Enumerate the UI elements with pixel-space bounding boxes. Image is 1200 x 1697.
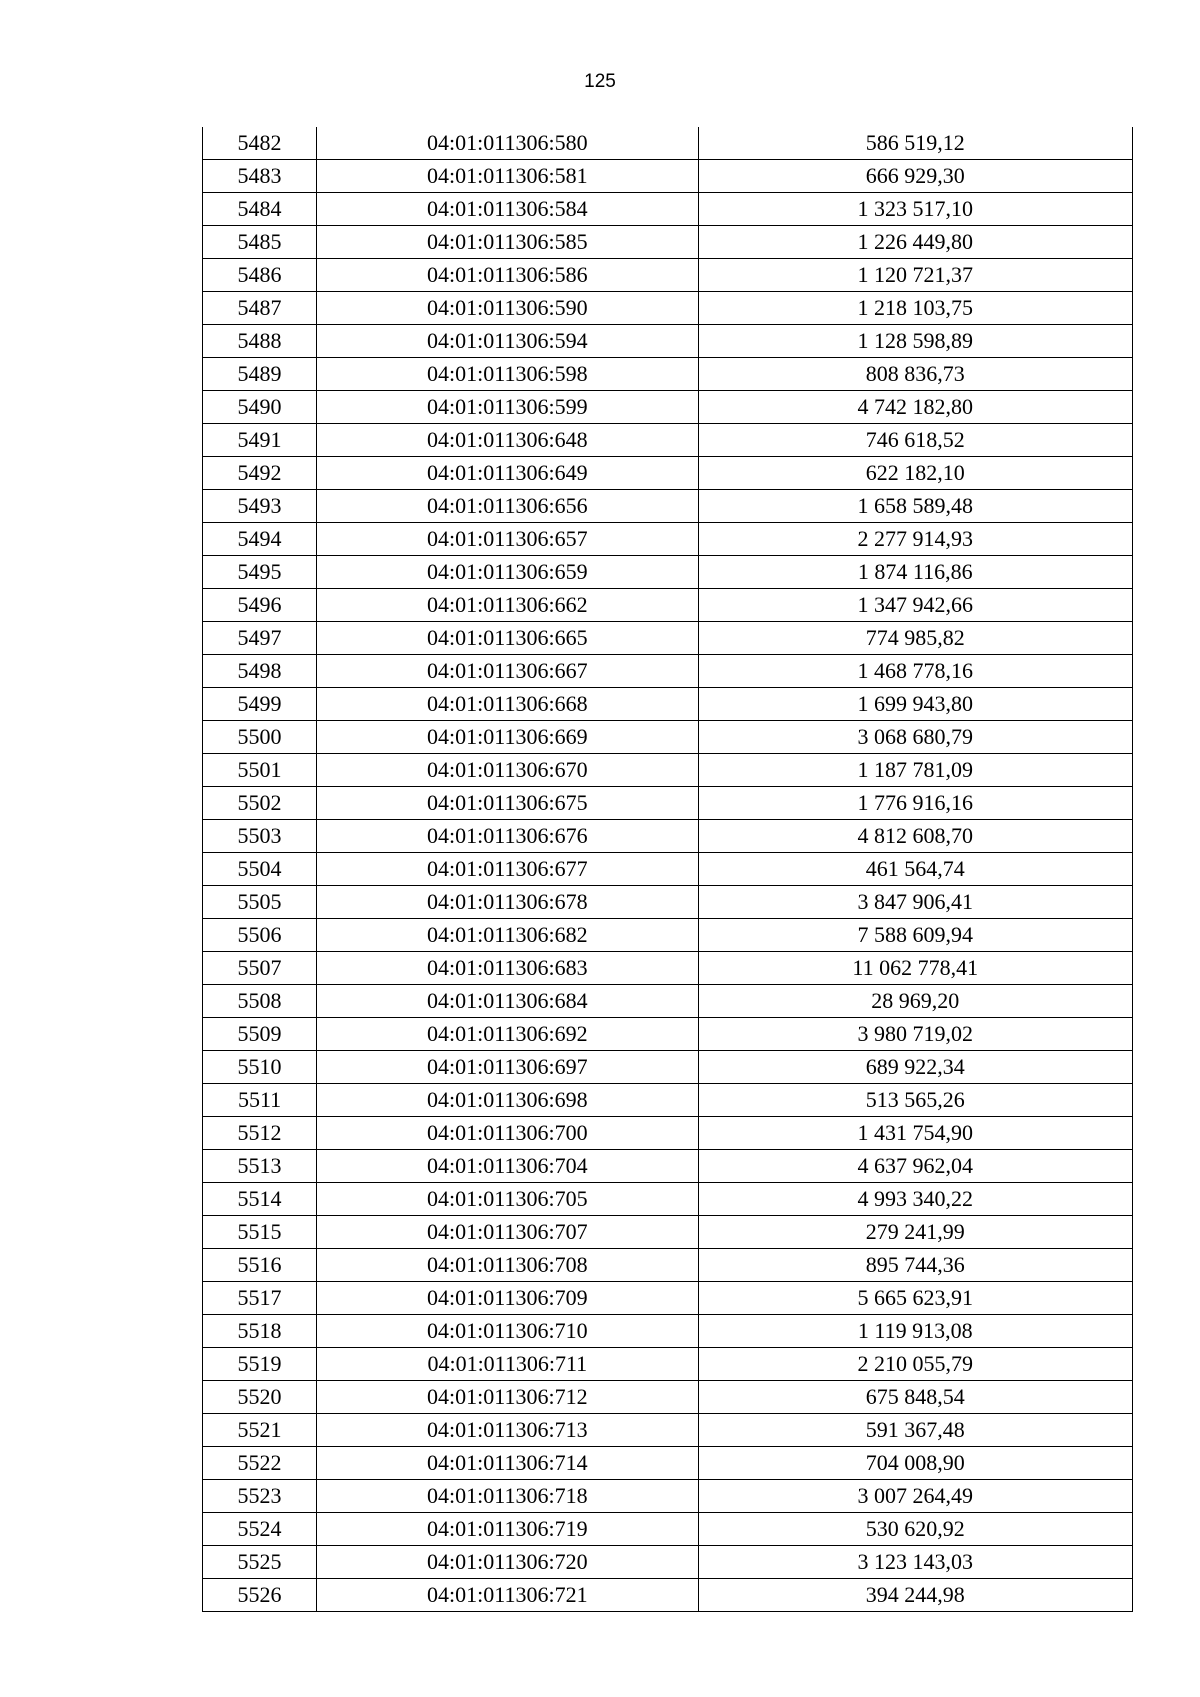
row-number-cell: 5495 <box>203 556 317 589</box>
table-row <box>203 1447 1133 1480</box>
cadastral-number-cell: 04:01:011306:657 <box>317 523 698 556</box>
row-number-cell: 5510 <box>203 1051 317 1084</box>
cadastral-value-cell: 3 007 264,49 <box>698 1480 1132 1513</box>
row-number-cell: 5508 <box>203 985 317 1018</box>
cadastral-value-cell: 1 776 916,16 <box>698 787 1132 820</box>
cadastral-value-cell: 895 744,36 <box>698 1249 1132 1282</box>
cadastral-number-cell: 04:01:011306:705 <box>317 1183 698 1216</box>
cadastral-number-cell: 04:01:011306:682 <box>317 919 698 952</box>
cadastral-value-cell: 1 128 598,89 <box>698 325 1132 358</box>
cadastral-number-cell: 04:01:011306:700 <box>317 1117 698 1150</box>
cadastral-number-cell: 04:01:011306:594 <box>317 325 698 358</box>
row-number-cell: 5524 <box>203 1513 317 1546</box>
cadastral-number-cell: 04:01:011306:711 <box>317 1348 698 1381</box>
table-row <box>203 1414 1133 1447</box>
row-number-cell: 5490 <box>203 391 317 424</box>
cadastral-number-cell: 04:01:011306:704 <box>317 1150 698 1183</box>
cadastral-number-cell: 04:01:011306:677 <box>317 853 698 886</box>
cadastral-number-cell: 04:01:011306:712 <box>317 1381 698 1414</box>
cadastral-number-cell: 04:01:011306:713 <box>317 1414 698 1447</box>
row-number-cell: 5525 <box>203 1546 317 1579</box>
row-number-cell: 5486 <box>203 259 317 292</box>
row-number-cell: 5516 <box>203 1249 317 1282</box>
cadastral-value-cell: 3 980 719,02 <box>698 1018 1132 1051</box>
table-row <box>203 1348 1133 1381</box>
cadastral-value-cell: 1 226 449,80 <box>698 226 1132 259</box>
table-row <box>203 1282 1133 1315</box>
cadastral-number-cell: 04:01:011306:649 <box>317 457 698 490</box>
row-number-cell: 5489 <box>203 358 317 391</box>
row-number-cell: 5522 <box>203 1447 317 1480</box>
table-row <box>203 523 1133 556</box>
cadastral-value-cell: 689 922,34 <box>698 1051 1132 1084</box>
cadastral-value-cell: 7 588 609,94 <box>698 919 1132 952</box>
cadastral-number-cell: 04:01:011306:662 <box>317 589 698 622</box>
table-row <box>203 424 1133 457</box>
row-number-cell: 5505 <box>203 886 317 919</box>
cadastral-number-cell: 04:01:011306:648 <box>317 424 698 457</box>
table-row <box>203 589 1133 622</box>
row-number-cell: 5488 <box>203 325 317 358</box>
cadastral-value-cell: 1 347 942,66 <box>698 589 1132 622</box>
cadastral-number-cell: 04:01:011306:659 <box>317 556 698 589</box>
cadastral-value-cell: 3 068 680,79 <box>698 721 1132 754</box>
table-row <box>203 292 1133 325</box>
row-number-cell: 5500 <box>203 721 317 754</box>
table-row <box>203 820 1133 853</box>
cadastral-number-cell: 04:01:011306:585 <box>317 226 698 259</box>
cadastral-value-cell: 2 277 914,93 <box>698 523 1132 556</box>
cadastral-value-cell: 586 519,12 <box>698 127 1132 160</box>
row-number-cell: 5484 <box>203 193 317 226</box>
row-number-cell: 5496 <box>203 589 317 622</box>
cadastral-value-cell: 1 431 754,90 <box>698 1117 1132 1150</box>
cadastral-value-cell: 666 929,30 <box>698 160 1132 193</box>
table-row <box>203 1480 1133 1513</box>
cadastral-number-cell: 04:01:011306:692 <box>317 1018 698 1051</box>
cadastral-number-cell: 04:01:011306:707 <box>317 1216 698 1249</box>
cadastral-value-cell: 2 210 055,79 <box>698 1348 1132 1381</box>
cadastral-value-cell: 3 847 906,41 <box>698 886 1132 919</box>
row-number-cell: 5513 <box>203 1150 317 1183</box>
cadastral-value-cell: 774 985,82 <box>698 622 1132 655</box>
cadastral-number-cell: 04:01:011306:670 <box>317 754 698 787</box>
table-row <box>203 259 1133 292</box>
table-row <box>203 127 1133 160</box>
row-number-cell: 5502 <box>203 787 317 820</box>
table-row <box>203 457 1133 490</box>
table-row <box>203 1249 1133 1282</box>
cadastral-number-cell: 04:01:011306:678 <box>317 886 698 919</box>
table-row <box>203 886 1133 919</box>
table-row <box>203 391 1133 424</box>
cadastral-number-cell: 04:01:011306:669 <box>317 721 698 754</box>
cadastral-value-cell: 3 123 143,03 <box>698 1546 1132 1579</box>
row-number-cell: 5504 <box>203 853 317 886</box>
cadastral-number-cell: 04:01:011306:676 <box>317 820 698 853</box>
row-number-cell: 5517 <box>203 1282 317 1315</box>
table-row <box>203 1546 1133 1579</box>
row-number-cell: 5492 <box>203 457 317 490</box>
table-row <box>203 853 1133 886</box>
cadastral-number-cell: 04:01:011306:675 <box>317 787 698 820</box>
row-number-cell: 5511 <box>203 1084 317 1117</box>
row-number-cell: 5520 <box>203 1381 317 1414</box>
row-number-cell: 5485 <box>203 226 317 259</box>
table-row <box>203 1513 1133 1546</box>
cadastral-value-cell: 808 836,73 <box>698 358 1132 391</box>
row-number-cell: 5507 <box>203 952 317 985</box>
table-row <box>203 985 1133 1018</box>
row-number-cell: 5526 <box>203 1579 317 1612</box>
table-row <box>203 1381 1133 1414</box>
row-number-cell: 5523 <box>203 1480 317 1513</box>
cadastral-number-cell: 04:01:011306:708 <box>317 1249 698 1282</box>
cadastral-number-cell: 04:01:011306:598 <box>317 358 698 391</box>
table-row <box>203 490 1133 523</box>
cadastral-number-cell: 04:01:011306:721 <box>317 1579 698 1612</box>
row-number-cell: 5519 <box>203 1348 317 1381</box>
cadastral-number-cell: 04:01:011306:720 <box>317 1546 698 1579</box>
row-number-cell: 5518 <box>203 1315 317 1348</box>
table-row <box>203 787 1133 820</box>
table-row <box>203 1216 1133 1249</box>
cadastral-value-cell: 1 323 517,10 <box>698 193 1132 226</box>
cadastral-value-cell: 704 008,90 <box>698 1447 1132 1480</box>
page-number: 125 <box>584 71 616 92</box>
cadastral-number-cell: 04:01:011306:584 <box>317 193 698 226</box>
row-number-cell: 5514 <box>203 1183 317 1216</box>
table-row <box>203 622 1133 655</box>
cadastral-number-cell: 04:01:011306:709 <box>317 1282 698 1315</box>
table-row <box>203 1150 1133 1183</box>
cadastral-number-cell: 04:01:011306:581 <box>317 160 698 193</box>
cadastral-number-cell: 04:01:011306:719 <box>317 1513 698 1546</box>
row-number-cell: 5494 <box>203 523 317 556</box>
row-number-cell: 5515 <box>203 1216 317 1249</box>
cadastral-value-cell: 4 993 340,22 <box>698 1183 1132 1216</box>
table-row <box>203 193 1133 226</box>
cadastral-number-cell: 04:01:011306:590 <box>317 292 698 325</box>
table-row <box>203 358 1133 391</box>
cadastral-number-cell: 04:01:011306:668 <box>317 688 698 721</box>
row-number-cell: 5487 <box>203 292 317 325</box>
cadastral-value-cell: 1 119 913,08 <box>698 1315 1132 1348</box>
table-row <box>203 1084 1133 1117</box>
table-row <box>203 325 1133 358</box>
cadastral-value-cell: 1 874 116,86 <box>698 556 1132 589</box>
cadastral-value-cell: 394 244,98 <box>698 1579 1132 1612</box>
row-number-cell: 5499 <box>203 688 317 721</box>
row-number-cell: 5521 <box>203 1414 317 1447</box>
cadastral-value-cell: 530 620,92 <box>698 1513 1132 1546</box>
row-number-cell: 5501 <box>203 754 317 787</box>
cadastral-value-cell: 11 062 778,41 <box>698 952 1132 985</box>
row-number-cell: 5493 <box>203 490 317 523</box>
cadastral-value-cell: 1 218 103,75 <box>698 292 1132 325</box>
table-row <box>203 655 1133 688</box>
cadastral-value-table <box>202 127 1133 1612</box>
cadastral-number-cell: 04:01:011306:684 <box>317 985 698 1018</box>
cadastral-number-cell: 04:01:011306:697 <box>317 1051 698 1084</box>
table-row <box>203 721 1133 754</box>
cadastral-value-cell: 4 742 182,80 <box>698 391 1132 424</box>
table-row <box>203 160 1133 193</box>
table-body <box>203 127 1133 1612</box>
cadastral-value-cell: 1 468 778,16 <box>698 655 1132 688</box>
table-row <box>203 952 1133 985</box>
cadastral-number-cell: 04:01:011306:656 <box>317 490 698 523</box>
cadastral-value-cell: 279 241,99 <box>698 1216 1132 1249</box>
row-number-cell: 5491 <box>203 424 317 457</box>
cadastral-value-cell: 1 658 589,48 <box>698 490 1132 523</box>
table-row <box>203 1315 1133 1348</box>
cadastral-number-cell: 04:01:011306:683 <box>317 952 698 985</box>
cadastral-value-cell: 513 565,26 <box>698 1084 1132 1117</box>
cadastral-number-cell: 04:01:011306:665 <box>317 622 698 655</box>
row-number-cell: 5512 <box>203 1117 317 1150</box>
cadastral-value-cell: 591 367,48 <box>698 1414 1132 1447</box>
table-row <box>203 226 1133 259</box>
cadastral-value-cell: 746 618,52 <box>698 424 1132 457</box>
cadastral-value-cell: 461 564,74 <box>698 853 1132 886</box>
table-row <box>203 1183 1133 1216</box>
table-row <box>203 1018 1133 1051</box>
table-row <box>203 1579 1133 1612</box>
cadastral-value-cell: 4 812 608,70 <box>698 820 1132 853</box>
row-number-cell: 5509 <box>203 1018 317 1051</box>
table-row <box>203 1051 1133 1084</box>
cadastral-value-cell: 1 699 943,80 <box>698 688 1132 721</box>
table-row <box>203 556 1133 589</box>
row-number-cell: 5506 <box>203 919 317 952</box>
table-row <box>203 1117 1133 1150</box>
cadastral-value-cell: 28 969,20 <box>698 985 1132 1018</box>
row-number-cell: 5497 <box>203 622 317 655</box>
cadastral-number-cell: 04:01:011306:714 <box>317 1447 698 1480</box>
cadastral-value-cell: 1 120 721,37 <box>698 259 1132 292</box>
cadastral-value-cell: 622 182,10 <box>698 457 1132 490</box>
cadastral-number-cell: 04:01:011306:698 <box>317 1084 698 1117</box>
cadastral-value-cell: 4 637 962,04 <box>698 1150 1132 1183</box>
cadastral-number-cell: 04:01:011306:667 <box>317 655 698 688</box>
table-row <box>203 754 1133 787</box>
cadastral-number-cell: 04:01:011306:718 <box>317 1480 698 1513</box>
cadastral-number-cell: 04:01:011306:580 <box>317 127 698 160</box>
row-number-cell: 5503 <box>203 820 317 853</box>
table-row <box>203 688 1133 721</box>
row-number-cell: 5498 <box>203 655 317 688</box>
cadastral-value-cell: 1 187 781,09 <box>698 754 1132 787</box>
cadastral-value-cell: 5 665 623,91 <box>698 1282 1132 1315</box>
row-number-cell: 5482 <box>203 127 317 160</box>
row-number-cell: 5483 <box>203 160 317 193</box>
table-row <box>203 919 1133 952</box>
cadastral-number-cell: 04:01:011306:599 <box>317 391 698 424</box>
cadastral-number-cell: 04:01:011306:710 <box>317 1315 698 1348</box>
cadastral-value-cell: 675 848,54 <box>698 1381 1132 1414</box>
cadastral-number-cell: 04:01:011306:586 <box>317 259 698 292</box>
